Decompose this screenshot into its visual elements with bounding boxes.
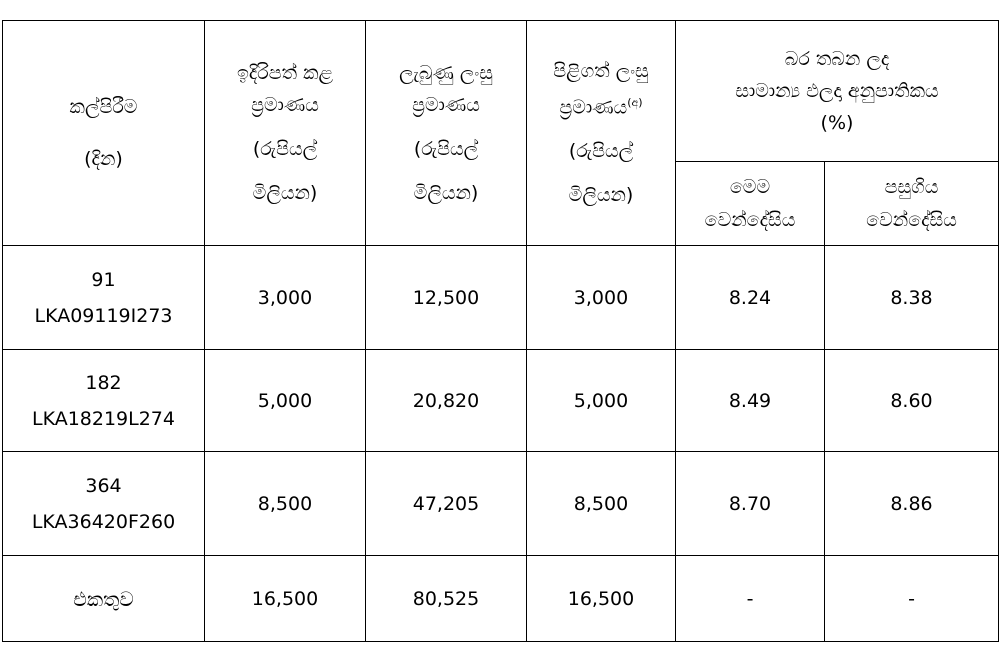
total-yield-current-cell: - bbox=[676, 556, 825, 642]
offered-cell: 3,000 bbox=[205, 246, 366, 350]
yield-header-line2: සාමාන්‍ය ඵලදා අනුපාතිකය bbox=[735, 80, 939, 102]
total-yield-previous-cell: - bbox=[825, 556, 999, 642]
accepted-cell: 3,000 bbox=[527, 246, 676, 350]
tenor-cell bbox=[3, 452, 205, 556]
total-received-cell: 80,525 bbox=[366, 556, 527, 642]
yield-previous-cell: 8.60 bbox=[825, 350, 999, 452]
total-label: එකතුව bbox=[3, 556, 205, 642]
tenor-isin: LKA36420F260 bbox=[31, 510, 176, 533]
received-header-line1: ලැබුණු ලංසු bbox=[399, 62, 493, 84]
yield-header-line3: (%) bbox=[820, 112, 854, 134]
offered-header-line3: (රුපියල් bbox=[252, 138, 318, 160]
tenor-isin: LKA18219L274 bbox=[31, 407, 175, 430]
received-header-line2: ප්‍රමාණය bbox=[412, 94, 480, 116]
total-row bbox=[3, 556, 999, 642]
previous-auction-header bbox=[825, 162, 999, 246]
yield-current-cell: 8.70 bbox=[676, 452, 825, 556]
total-accepted-cell: 16,500 bbox=[527, 556, 676, 642]
total-offered-cell: 16,500 bbox=[205, 556, 366, 642]
offered-header bbox=[205, 21, 366, 246]
table-row bbox=[3, 246, 999, 350]
yield-previous-cell: 8.86 bbox=[825, 452, 999, 556]
tenor-isin: LKA09119I273 bbox=[34, 304, 173, 327]
received-cell: 20,820 bbox=[366, 350, 527, 452]
yield-current-cell: 8.49 bbox=[676, 350, 825, 452]
this-auction-header bbox=[676, 162, 825, 246]
offered-header-line1: ඉදිරිපත් කළ bbox=[236, 62, 334, 84]
tenor-days: 182 bbox=[85, 371, 122, 394]
tenor-header-line2: (දින) bbox=[84, 148, 123, 170]
accepted-header-line1: පිළිගත් ලංසු bbox=[553, 59, 649, 82]
this-auction-line1: මෙම bbox=[729, 175, 771, 198]
yield-previous-cell: 8.38 bbox=[825, 246, 999, 350]
accepted-header-line4: මිලියන) bbox=[568, 184, 634, 207]
received-cell: 12,500 bbox=[366, 246, 527, 350]
table-row bbox=[3, 350, 999, 452]
tenor-days: 364 bbox=[85, 474, 122, 497]
offered-header-line2: ප්‍රමාණය bbox=[251, 94, 319, 116]
received-cell: 47,205 bbox=[366, 452, 527, 556]
accepted-header bbox=[527, 21, 676, 246]
accepted-header-line2-text: ප්‍රමාණය bbox=[559, 96, 628, 119]
table-row bbox=[3, 452, 999, 556]
header-row bbox=[3, 21, 999, 162]
accepted-header-line3: (රුපියල් bbox=[568, 140, 634, 163]
accepted-cell: 5,000 bbox=[527, 350, 676, 452]
this-auction-line2: වෙන්දේසිය bbox=[704, 208, 796, 231]
offered-cell: 8,500 bbox=[205, 452, 366, 556]
received-header-line4: මිලියන) bbox=[413, 182, 479, 204]
accepted-header-line2 bbox=[527, 87, 675, 123]
treasury-auction-table bbox=[2, 20, 999, 642]
previous-auction-line1: පසුගිය bbox=[884, 175, 939, 198]
received-header bbox=[366, 21, 527, 246]
yield-header-line1: බර තබන ලද bbox=[784, 48, 890, 70]
tenor-cell bbox=[3, 350, 205, 452]
tenor-days: 91 bbox=[91, 268, 116, 291]
tenor-header-line1: කල්පිරීම bbox=[69, 96, 138, 118]
tenor-cell bbox=[3, 246, 205, 350]
offered-header-line4: මිලියන) bbox=[252, 182, 318, 204]
accepted-cell: 8,500 bbox=[527, 452, 676, 556]
received-header-line3: (රුපියල් bbox=[413, 138, 479, 160]
previous-auction-line2: වෙන්දේසිය bbox=[866, 208, 957, 231]
tenor-header bbox=[3, 21, 205, 246]
accepted-footnote-marker: (අ) bbox=[627, 95, 643, 109]
yield-header bbox=[676, 21, 999, 162]
offered-cell: 5,000 bbox=[205, 350, 366, 452]
yield-current-cell: 8.24 bbox=[676, 246, 825, 350]
